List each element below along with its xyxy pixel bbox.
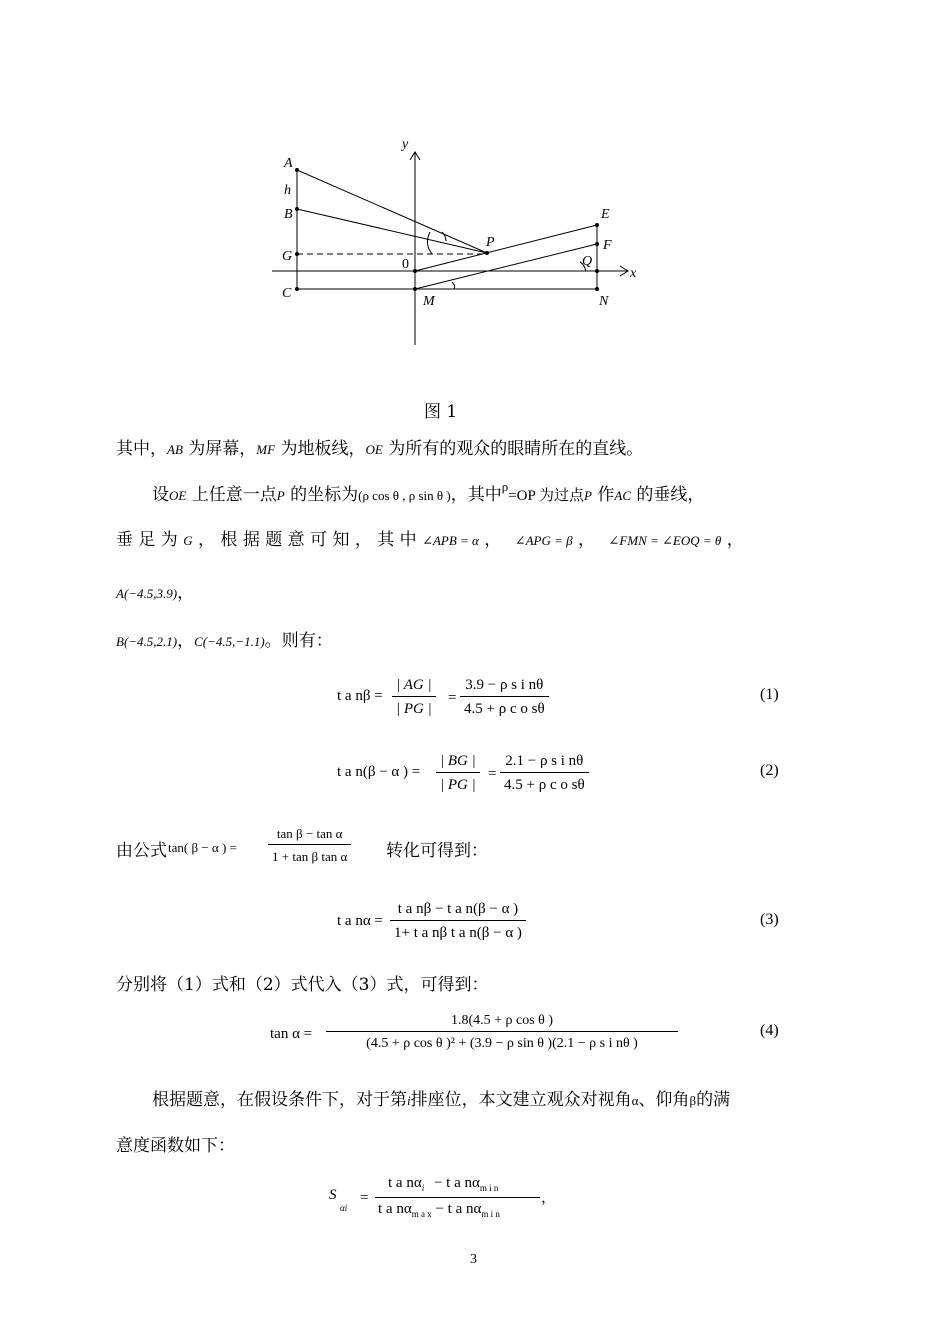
label-h: h: [284, 183, 291, 198]
num-term2: − t a nα: [433, 1175, 480, 1191]
eq3-lhs: t a nα =: [337, 913, 383, 929]
label-a: A: [284, 156, 293, 171]
text: 设: [152, 485, 169, 505]
paragraph-1: [116, 434, 643, 459]
label-c: C: [282, 286, 292, 301]
paragraph-9: 意度函数如下：: [116, 1136, 235, 1156]
eq5-frac-line: [375, 1197, 540, 1198]
label-q: Q: [582, 254, 593, 269]
math-ab: AB: [167, 442, 183, 457]
eq4-lhs: tan α =: [270, 1026, 313, 1042]
label-f: F: [603, 238, 612, 253]
eq5-tail: ，: [541, 1190, 557, 1206]
eq5-numerator: [388, 1175, 498, 1193]
denominator: | PG |: [440, 777, 476, 793]
label-p: P: [486, 235, 495, 250]
eq5-equals: =: [360, 1190, 369, 1206]
denominator: 4.5 + ρ c o sθ: [464, 701, 545, 717]
den-sub2: m i n: [481, 1209, 500, 1219]
text: 为地板线，: [275, 439, 366, 459]
den-term: t a nα: [378, 1201, 412, 1217]
label-n: N: [599, 294, 609, 309]
text: 根据题意，在假设条件下，对于第: [152, 1090, 407, 1110]
text: 上任意一点: [186, 485, 277, 505]
math-angle-apb: ∠APB = α: [422, 533, 479, 548]
text: ，: [177, 631, 195, 651]
paragraph-3: [116, 525, 744, 550]
numerator: 3.9 − ρ s i nθ: [460, 677, 549, 697]
denominator: 4.5 + ρ c o sθ: [504, 777, 585, 793]
paragraph-5: [116, 626, 333, 651]
paragraph-2: [152, 480, 704, 505]
numerator: tan β − tan α: [268, 826, 351, 845]
p6-formula-frac: [268, 826, 351, 865]
math-oe: OE: [169, 488, 187, 503]
page-number: 3: [470, 1252, 477, 1267]
math-point-b: B(−4.5,2.1): [116, 634, 178, 649]
text: ，: [578, 530, 596, 550]
math-angle-fmn: ∠FMN = ∠EOQ = θ: [608, 533, 722, 548]
paragraph-6-end: 转化可得到：: [386, 841, 488, 861]
label-o: 0: [402, 257, 409, 272]
figure-caption: 图 1: [424, 402, 458, 422]
denominator: 1+ t a nβ t a n(β − α ): [394, 925, 522, 941]
num-sub2: m i n: [479, 1183, 499, 1193]
text: ，: [484, 530, 502, 550]
eq1-number: (1): [760, 686, 779, 703]
eq2-lhs: t a n(β − α ) =: [337, 764, 421, 780]
eq5-denominator: [378, 1201, 500, 1219]
text: =OP 为过点: [508, 488, 585, 504]
eq5-lhs: S: [329, 1187, 337, 1203]
eq2-equals: =: [488, 766, 497, 782]
text: 其中，: [116, 439, 167, 459]
text: 垂 足 为: [116, 530, 178, 550]
label-g: G: [282, 249, 293, 264]
text: 、仰角: [638, 1090, 690, 1110]
eq4-number: (4): [760, 1022, 779, 1039]
math-mf: MF: [256, 442, 276, 457]
math-g: G: [183, 533, 193, 548]
text: ，: [177, 583, 195, 603]
text: 排座位，本文建立观众对视角: [410, 1090, 632, 1110]
math-i: i: [407, 1093, 411, 1108]
numerator: 1.8(4.5 + ρ cos θ ): [326, 1013, 678, 1032]
eq2-frac2: [500, 753, 589, 794]
numerator: t a nβ − t a n(β − α ): [390, 901, 526, 921]
math-oe: OE: [365, 442, 383, 457]
text: ， 根 据 题 意 可 知 ， 其 中: [198, 530, 417, 550]
eq3-number: (3): [760, 911, 779, 928]
den-sub: m a x: [411, 1209, 432, 1219]
paragraph-6-start: 由公式: [116, 841, 167, 861]
den-term2: − t a nα: [435, 1201, 482, 1217]
math-point-c: C(−4.5,−1.1): [194, 634, 265, 649]
label-x: x: [630, 266, 637, 281]
math-rho: ρ: [501, 479, 509, 494]
numerator: | BG |: [436, 753, 480, 773]
eq5-lhs-sub: αi: [340, 1203, 348, 1213]
p6-formula-lhs: tan( β − α ) =: [168, 840, 237, 855]
math-p: P: [276, 488, 285, 503]
text: 的满: [696, 1090, 731, 1110]
denominator: (4.5 + ρ cos θ )² + (3.9 − ρ sin θ )(2.1 − ρ s i nθ ): [366, 1036, 638, 1051]
label-m: M: [423, 294, 435, 309]
text: 作: [591, 485, 615, 505]
math-p: P: [584, 488, 592, 503]
label-b: B: [284, 207, 293, 222]
denominator: 1 + tan β tan α: [272, 849, 348, 864]
eq2-frac1: [436, 753, 480, 794]
math-alpha: α: [631, 1093, 639, 1108]
numerator: | AG |: [392, 677, 436, 697]
text: 的垂线，: [631, 485, 705, 505]
eq1-equals: =: [448, 690, 457, 706]
label-y: y: [402, 137, 409, 152]
eq4-frac: [326, 1013, 678, 1052]
eq1-frac2: [460, 677, 549, 718]
paragraph-7: 分别将（1）式和（2）式代入（3）式，可得到：: [116, 975, 489, 995]
math-coord: (ρ cos θ , ρ sin θ ): [358, 488, 451, 503]
eq3-frac: [390, 901, 526, 942]
text: 的坐标为: [284, 485, 359, 505]
math-angle-apg: ∠APG = β: [514, 533, 573, 548]
text: ，其中: [450, 485, 502, 505]
paragraph-4: [116, 578, 194, 603]
paragraph-8: [152, 1085, 730, 1110]
math-ac: AC: [614, 488, 632, 503]
eq2-number: (2): [760, 762, 779, 779]
text: ，: [726, 530, 744, 550]
label-e: E: [601, 207, 610, 222]
eq1-lhs: t a nβ =: [337, 688, 383, 704]
coordinate-figure: [0, 0, 950, 400]
eq1-frac1: [392, 677, 436, 718]
math-beta: β: [689, 1093, 697, 1108]
text: 为所有的观众的眼睛所在的直线。: [382, 439, 644, 459]
numerator: 2.1 − ρ s i nθ: [500, 753, 589, 773]
text: 为屏幕，: [182, 439, 257, 459]
num-term: t a nα: [388, 1175, 422, 1191]
num-sub: i: [421, 1183, 425, 1193]
math-point-a: A(−4.5,3.9): [116, 586, 178, 601]
denominator: | PG |: [396, 701, 432, 717]
text: 。则有：: [264, 631, 333, 651]
